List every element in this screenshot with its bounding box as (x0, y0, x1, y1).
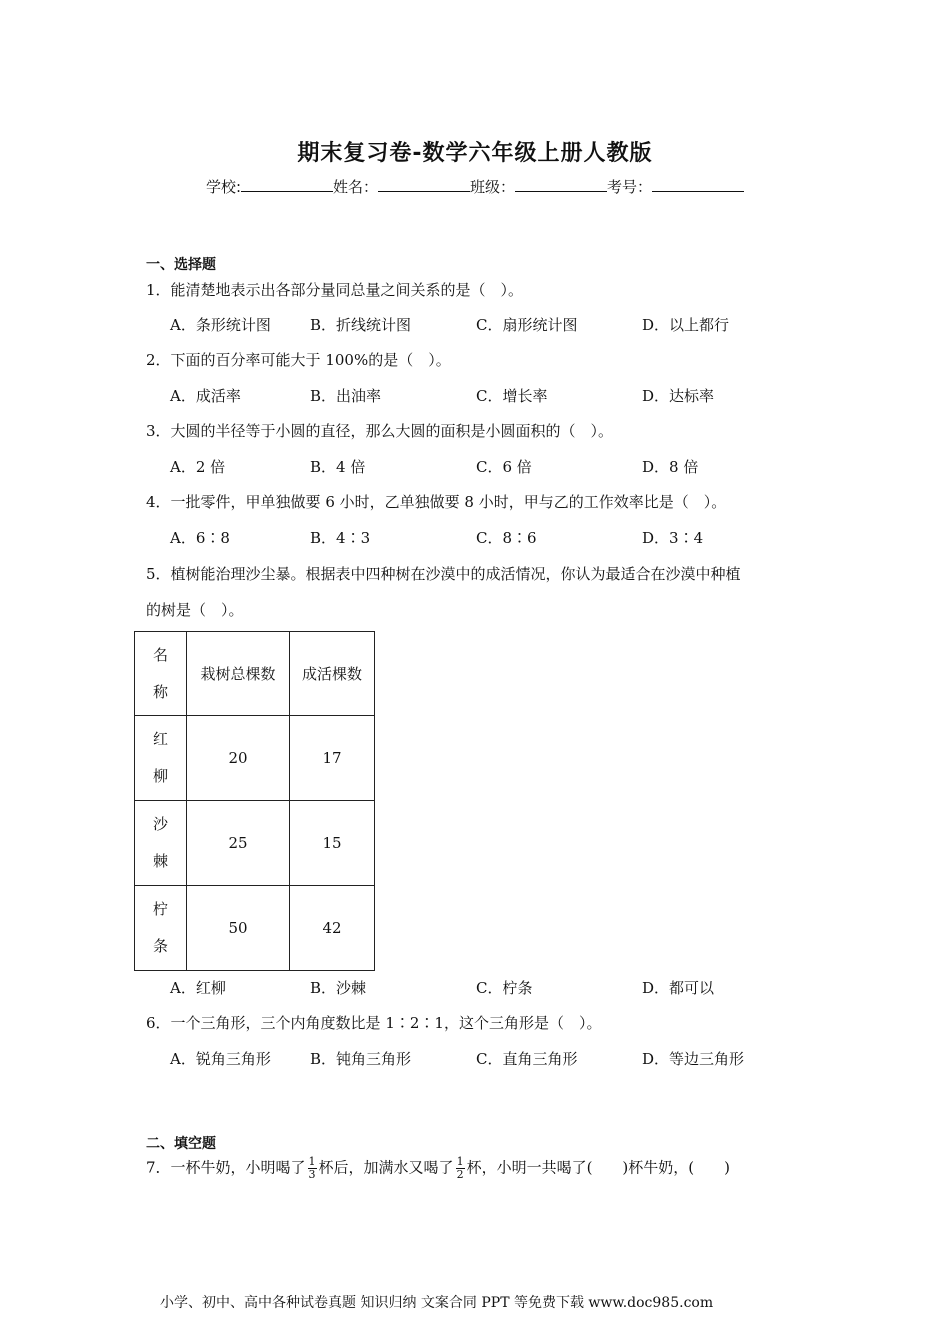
table-header-row (135, 632, 375, 716)
q1-option-c[interactable]: C．扇形统计图 (476, 316, 578, 334)
table-row (135, 801, 375, 886)
q2-option-b[interactable]: B．出油率 (310, 387, 382, 405)
question-5-stem-line1: 5．植树能治理沙尘暴。根据表中四种树在沙漠中的成活情况，你认为最适合在沙漠中种植 (146, 565, 741, 583)
school-blank[interactable] (241, 177, 333, 192)
school-label: 学校: (205, 178, 241, 196)
q1-option-d[interactable]: D．以上都行 (642, 316, 730, 334)
class-blank[interactable] (515, 177, 607, 192)
exam-no-label: 考号： (607, 178, 653, 196)
name-label: 姓名： (333, 178, 379, 196)
q7-text-part2: 杯后，加满水又喝了 (318, 1158, 454, 1177)
fraction-one-half: $\frac{1}{2}$ (456, 1155, 464, 1181)
q5-option-d[interactable]: D．都可以 (642, 979, 715, 997)
fraction-one-third: $\frac{1}{3}$ (308, 1155, 316, 1181)
q6-option-c[interactable]: C．直角三角形 (476, 1050, 578, 1068)
tree-survival-table (134, 631, 375, 971)
q5-option-c[interactable]: C．柠条 (476, 979, 533, 997)
q3-option-b[interactable]: B．4 倍 (310, 458, 366, 476)
q3-option-c[interactable]: C．6 倍 (476, 458, 532, 476)
question-3-stem: 3．大圆的半径等于小圆的直径，那么大圆的面积是小圆面积的（ ）。 (146, 422, 614, 440)
q6-option-b[interactable]: B．钝角三角形 (310, 1050, 412, 1068)
q2-option-c[interactable]: C．增长率 (476, 387, 548, 405)
total-cell: 20 (187, 716, 290, 801)
question-5-stem-line2: 的树是（ ）。 (146, 601, 244, 619)
class-label: 班级： (470, 178, 516, 196)
q4-option-a[interactable]: A．6∶8 (170, 529, 230, 547)
page-title: 期末复习卷-数学六年级上册人教版 (297, 141, 653, 166)
q1-option-a[interactable]: A．条形统计图 (170, 316, 271, 334)
q3-option-d[interactable]: D．8 倍 (642, 458, 699, 476)
tree-name-cell: 沙 棘 (135, 801, 187, 886)
header-total-cell: 栽树总棵数 (187, 632, 290, 716)
survived-cell: 15 (290, 801, 375, 886)
student-info-line (0, 176, 950, 197)
question-7-stem (146, 1156, 730, 1181)
q6-option-d[interactable]: D．等边三角形 (642, 1050, 745, 1068)
q2-option-d[interactable]: D．达标率 (642, 387, 715, 405)
q4-option-b[interactable]: B．4∶3 (310, 529, 371, 547)
q7-text-part1: 7．一杯牛奶，小明喝了 (146, 1158, 306, 1177)
page-footer: 小学、初中、高中各种试卷真题 知识归纳 文案合同 PPT 等免费下载 www.doc985.com (160, 1295, 714, 1311)
question-1-stem: 1．能清楚地表示出各部分量同总量之间关系的是（ ）。 (146, 281, 524, 299)
section-heading-fill: 二、填空题 (146, 1136, 216, 1152)
survived-cell: 42 (290, 886, 375, 971)
survived-cell: 17 (290, 716, 375, 801)
tree-name-cell: 红 柳 (135, 716, 187, 801)
section-heading-choice: 一、选择题 (146, 257, 216, 273)
q7-text-part3: 杯，小明一共喝了( )杯牛奶，( ) (466, 1158, 730, 1177)
exam-no-blank[interactable] (652, 177, 744, 192)
tree-name-cell: 柠 条 (135, 886, 187, 971)
name-blank[interactable] (378, 177, 470, 192)
question-4-stem: 4．一批零件，甲单独做要 6 小时，乙单独做要 8 小时，甲与乙的工作效率比是（ ）。 (146, 493, 727, 511)
total-cell: 50 (187, 886, 290, 971)
question-2-stem: 2．下面的百分率可能大于 100%的是（ ）。 (146, 351, 451, 369)
header-name-cell: 名 称 (135, 632, 187, 716)
total-cell: 25 (187, 801, 290, 886)
header-survived-cell: 成活棵数 (290, 632, 375, 716)
q5-option-a[interactable]: A．红柳 (170, 979, 226, 997)
question-6-stem: 6．一个三角形，三个内角度数比是 1∶2∶1，这个三角形是（ ）。 (146, 1014, 602, 1032)
q1-option-b[interactable]: B．折线统计图 (310, 316, 412, 334)
q4-option-d[interactable]: D．3∶4 (642, 529, 704, 547)
q4-option-c[interactable]: C．8∶6 (476, 529, 537, 547)
q2-option-a[interactable]: A．成活率 (170, 387, 241, 405)
table-row (135, 886, 375, 971)
table-row (135, 716, 375, 801)
q3-option-a[interactable]: A．2 倍 (170, 458, 226, 476)
q5-option-b[interactable]: B．沙棘 (310, 979, 367, 997)
q6-option-a[interactable]: A．锐角三角形 (170, 1050, 271, 1068)
